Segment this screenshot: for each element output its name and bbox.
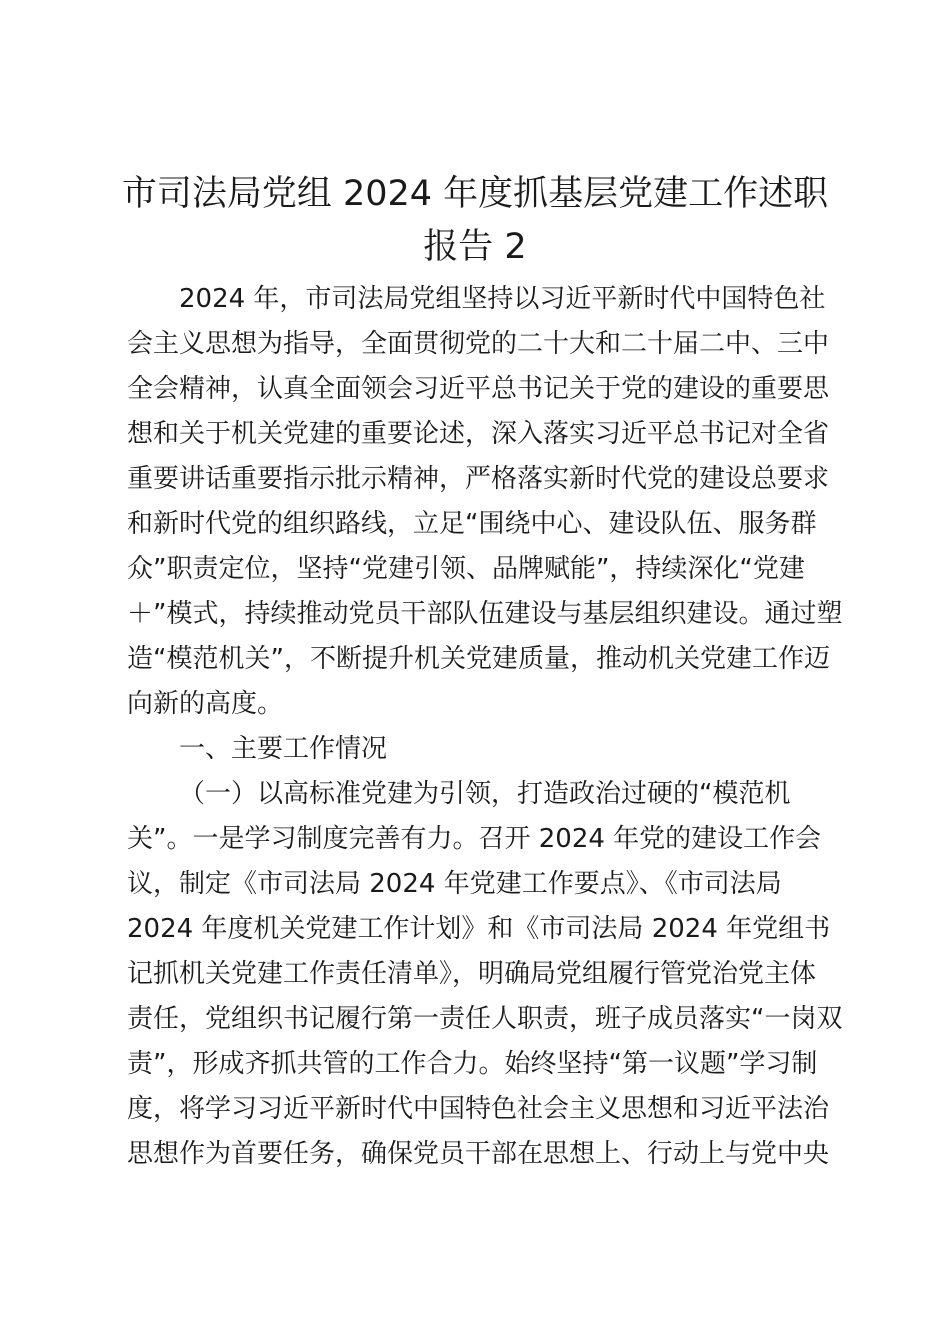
paragraph-line: 2024 年，市司法局党组坚持以习近平新时代中国特色社 xyxy=(179,284,826,314)
paragraph-line: 众”职责定位，坚持“党建引领、品牌赋能”，持续深化“党建 xyxy=(127,554,805,584)
paragraph-line: 责任，党组织书记履行第一责任人职责，班子成员落实“一岗双 xyxy=(127,1004,843,1034)
paragraph-line: 全会精神，认真全面领会习近平总书记关于党的建设的重要思 xyxy=(127,374,830,404)
paragraph-line: ＋”模式，持续推动党员干部队伍建设与基层组织建设。通过塑 xyxy=(127,599,843,629)
paragraph-line: 思想作为首要任务，确保党员干部在思想上、行动上与党中央 xyxy=(127,1139,830,1169)
paragraph-line: 度，将学习习近平新时代中国特色社会主义思想和习近平法治 xyxy=(127,1094,830,1124)
document-body xyxy=(127,277,843,1177)
paragraph-line: 责”，形成齐抓共管的工作合力。始终坚持“第一议题”学习制 xyxy=(127,1049,818,1079)
paragraph-line: 会主义思想为指导，全面贯彻党的二十大和二十届二中、三中 xyxy=(127,329,830,359)
section-heading: 一、主要工作情况 xyxy=(179,734,388,764)
document-title xyxy=(100,168,850,274)
title-line: 市司法局党组 2024 年度抓基层党建工作述职 xyxy=(121,174,829,214)
paragraph-line: 重要讲话重要指示批示精神，严格落实新时代党的建设总要求 xyxy=(127,464,830,494)
paragraph-line: （一）以高标准党建为引领，打造政治过硬的“模范机 xyxy=(179,779,791,809)
paragraph-line: 记抓机关党建工作责任清单》，明确局党组履行管党治党主体 xyxy=(127,959,817,989)
paragraph-line: 议，制定《市司法局 2024 年党建工作要点》、《市司法局 xyxy=(127,869,782,899)
title-line: 报告 2 xyxy=(423,227,527,267)
paragraph-line: 想和关于机关党建的重要论述，深入落实习近平总书记对全省 xyxy=(127,419,830,449)
paragraph-line: 向新的高度。 xyxy=(127,689,284,719)
paragraph-line: 和新时代党的组织路线，立足“围绕中心、建设队伍、服务群 xyxy=(127,509,817,539)
paragraph-line: 关”。一是学习制度完善有力。召开 2024 年党的建设工作会 xyxy=(127,824,822,854)
paragraph-line: 造“模范机关”，不断提升机关党建质量，推动机关党建工作迈 xyxy=(127,644,830,674)
paragraph-line: 2024 年度机关党建工作计划》和《市司法局 2024 年党组书 xyxy=(127,914,831,944)
